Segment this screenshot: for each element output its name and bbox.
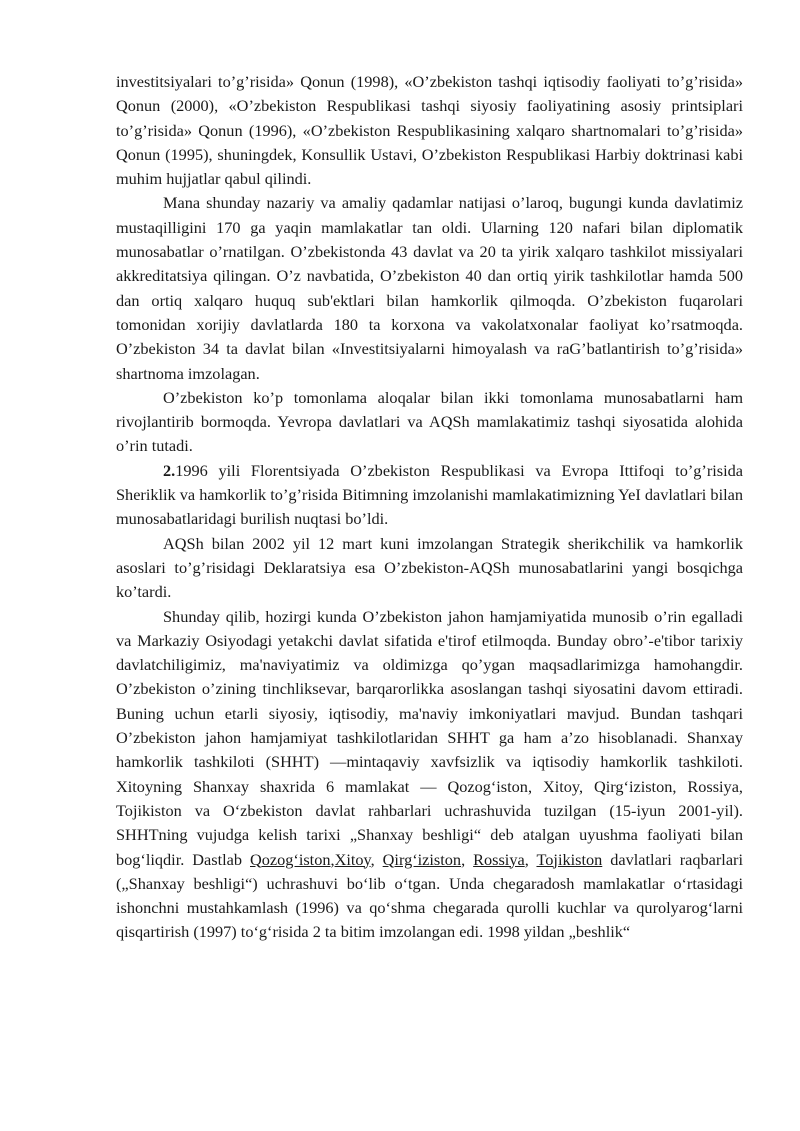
paragraph-5-text: AQSh bilan 2002 yil 12 mart kuni imzolangan Strategik sherikchilik va hamkorlik asoslari to’g’risidagi Deklaratsiya esa O’zbekiston-AQSh munosabatlarini yangi bosqichga ko’tardi. xyxy=(116,533,743,602)
link-xitoy[interactable]: Xitoy xyxy=(334,849,371,869)
paragraph-3-text: O’zbekiston ko’p tomonlama aloqalar bilan ikki tomonlama munosabatlarni ham rivojlantirib bormoqda. Yevropa davlatlari va AQSh mamlakatimiz tashqi siyosatida alohida o’rin tutadi. xyxy=(116,387,743,456)
paragraph-4-number: 2. xyxy=(163,460,176,480)
paragraph-4 xyxy=(116,459,743,532)
separator-text: , xyxy=(461,849,474,869)
separator-text: , xyxy=(524,849,537,869)
separator-text: , xyxy=(370,849,383,869)
paragraph-3 xyxy=(116,386,743,459)
link-tojikiston[interactable]: Tojikiston xyxy=(536,849,603,869)
document-page xyxy=(116,70,743,945)
separator-text: , xyxy=(330,849,335,869)
paragraph-2 xyxy=(116,191,743,385)
paragraph-1-text: investitsiyalari to’g’risida» Qonun (1998), «O’zbekiston tashqi iqtisodiy faoliyati to’g’risida» Qonun (2000), «O’zbekiston Respublikasi tashqi siyosiy faoliyatining asosiy printsiplari to’g’risida» Qonun (1996), «O’zbekiston Respublikasining xalqaro shartnomalari to’g’risida» Qonun (1995), shuningdek, Konsullik Ustavi, O’zbekiston Respublikasi Harbiy doktrinasi kabi muhim hujjatlar qabul qilindi. xyxy=(116,72,743,189)
link-qozogiston[interactable]: Qozog‘iston xyxy=(250,849,331,869)
paragraph-1 xyxy=(116,70,743,191)
paragraph-6 xyxy=(116,605,743,945)
paragraph-4-text: 1996 yili Florentsiyada O’zbekiston Respublikasi va Evropa Ittifoqi to’g’risida Sheriklik va hamkorlik to’g’risida Bitimning imzolanishi mamlakatimizning YeI davlatlari bilan munosabatlaridagi burilish nuqtasi bo’ldi. xyxy=(116,460,743,529)
paragraph-6-text-end: davlatlari raqbarlari („Shanxay beshligi“) uchrashuvi bo‘lib o‘tgan. Unda chegaradosh mamlakatlar o‘rtasidagi ishonchni mustahkamlash (1996) va qo‘shma chegarada qurolli kuchlar va qurolyarog‘larni qisqartirish (1997) to‘g‘risida 2 ta bitim imzolangan edi. 1998 yildan „beshlik“ xyxy=(116,849,744,942)
paragraph-2-text: Mana shunday nazariy va amaliy qadamlar natijasi o’laroq, bugungi kunda davlatimiz mustaqilligini 170 ga yaqin mamlakatlar tan oldi. Ularning 120 nafari bilan diplomatik munosabatlar o’rnatilgan. O’zbekistonda 43 davlat va 20 ta yirik xalqaro tashkilot missiyalari akkreditatsiya qilingan. O’z navbatida, O’zbekiston 40 dan ortiq yirik tashkilotlar hamda 500 dan ortiq xalqaro huquq sub'ektlari bilan hamkorlik qilmoqda. O’zbekiston fuqarolari tomonidan xorijiy davlatlarda 180 ta korxona va vakolatxonalar faoliyat ko’rsatmoqda. O’zbekiston 34 ta davlat bilan «Investitsiyalarni himoyalash va raG’batlantirish to’g’risida» shartnoma imzolagan. xyxy=(116,193,743,383)
paragraph-6-text: Shunday qilib, hozirgi kunda O’zbekiston jahon hamjamiyatida munosib o’rin egalladi va Markaziy Osiyodagi yetakchi davlat sifatida e'tirof etilmoqda. Bunday obro’-e'tibor tarixiy davlatchiligimiz, ma'naviyatimiz va oldimizga qo’ygan maqsadlarimizga hamohangdir. O’zbekiston o’zining tinchliksevar, barqarorlikka asoslangan tashqi siyosatini davom ettiradi. Buning uchun etarli siyosiy, iqtisodiy, ma'naviy imkoniyatlari mavjud. Bundan tashqari O’zbekiston jahon hamjamiyat tashkilotlaridan SHHT ga ham a’zo hisoblanadi. Shanxay hamkorlik tashkiloti (SHHT) —mintaqaviy xavfsizlik va iqtisodiy hamkorlik tashkiloti. Xitoyning Shanxay shaxrida 6 mamlakat — Qozog‘iston, Xitoy, Qirg‘iziston, Rossiya, Tojikiston va O‘zbekiston davlat rahbarlari uchrashuvida tuzilgan (15-iyun 2001-yil). SHHTning vujudga kelish tarixi „Shanxay beshligi“ deb atalgan uyushma faoliyati bilan bog‘liqdir. Dastlab xyxy=(116,606,743,869)
link-rossiya[interactable]: Rossiya xyxy=(473,849,525,869)
link-qirgiziston[interactable]: Qirg‘iziston xyxy=(382,849,462,869)
paragraph-5 xyxy=(116,532,743,605)
